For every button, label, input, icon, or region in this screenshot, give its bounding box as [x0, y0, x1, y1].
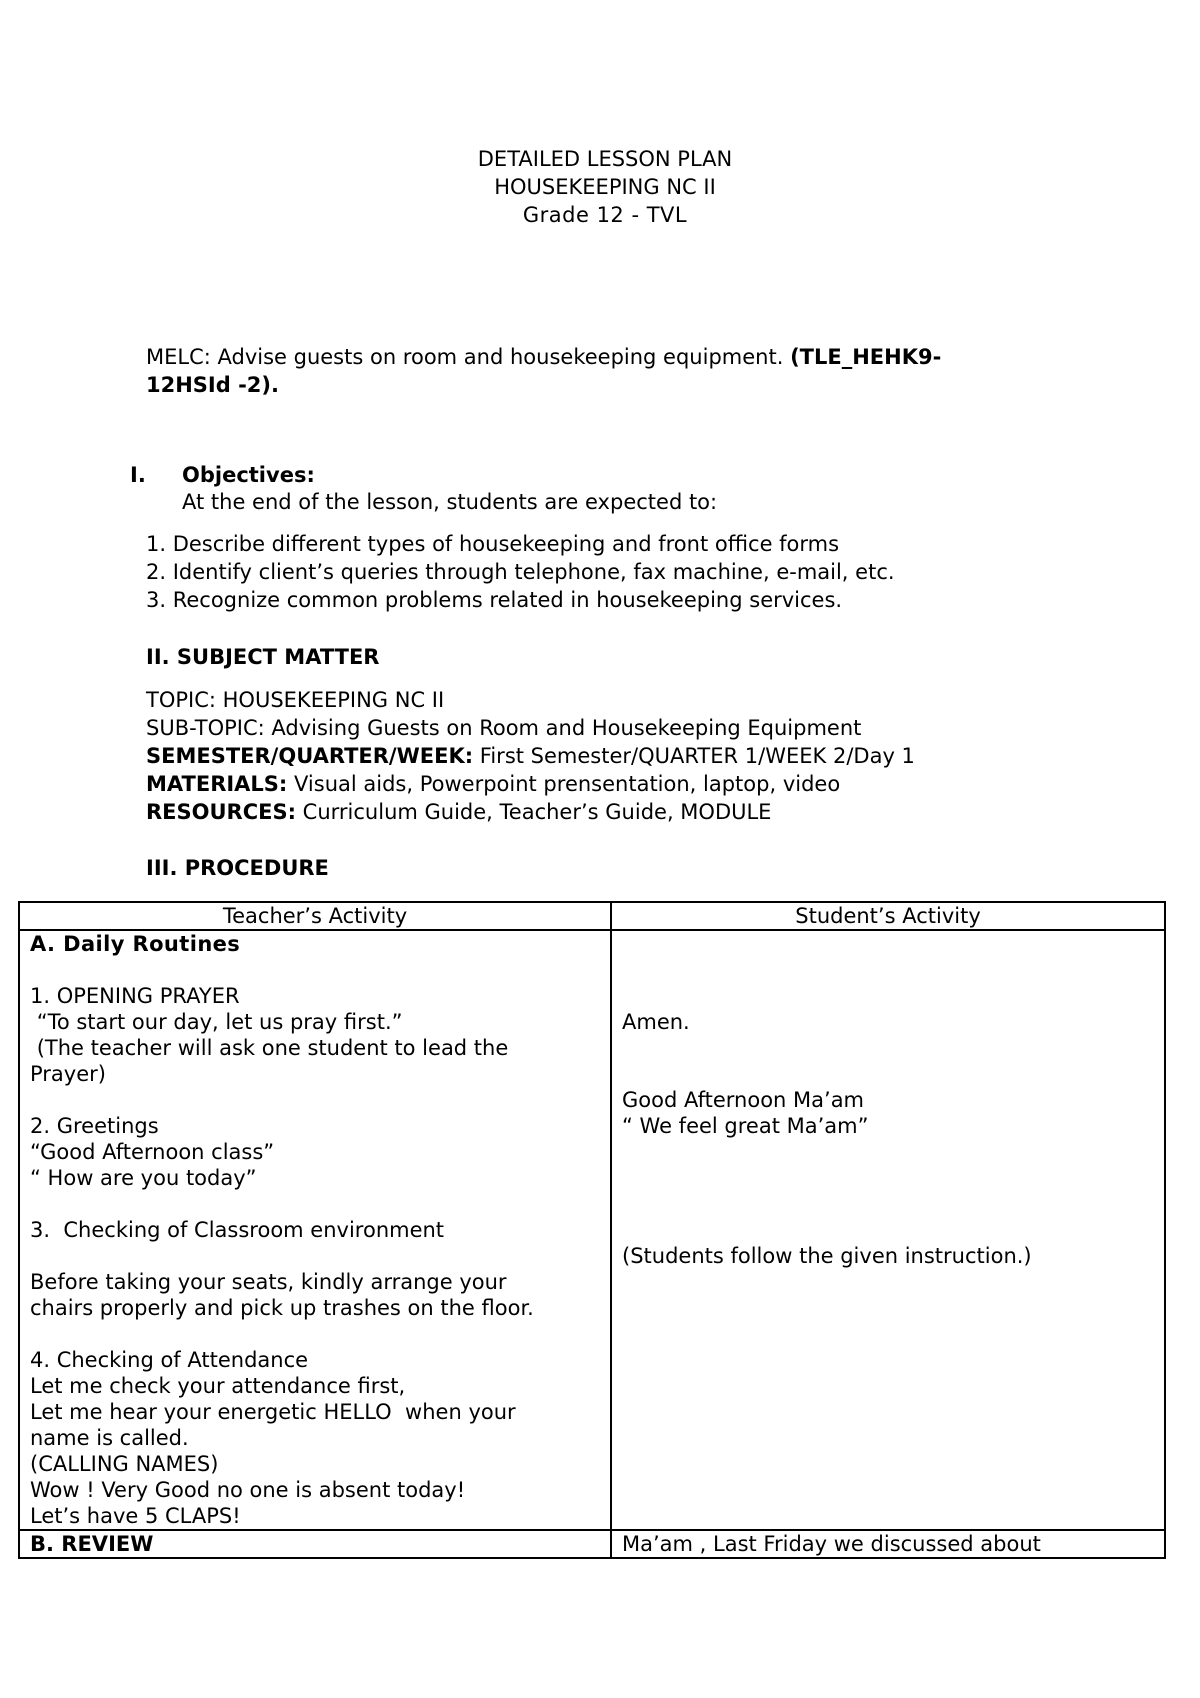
greetings-line-1: “Good Afternoon class”	[30, 1140, 275, 1164]
melc-line-1	[146, 344, 941, 370]
attendance-line-5: Wow ! Very Good no one is absent today!	[30, 1478, 466, 1502]
melc-code-1: (TLE_HEHK9-	[790, 345, 942, 369]
attendance-line-2: Let me hear your energetic HELLO when your	[30, 1400, 516, 1424]
greetings-line-2: “ How are you today”	[30, 1166, 257, 1190]
prayer-title: 1. OPENING PRAYER	[30, 984, 240, 1008]
semester-line: SEMESTER/QUARTER/WEEK: First Semester/QUARTER 1/WEEK 2/Day 1	[146, 744, 915, 768]
review-heading-cell: B. REVIEW	[19, 1530, 611, 1558]
student-greeting-1: Good Afternoon Ma’am	[622, 1088, 865, 1112]
subtopic-line: SUB-TOPIC: Advising Guests on Room and Housekeeping Equipment	[146, 716, 862, 740]
table-header-row	[19, 902, 1165, 930]
attendance-line-4: (CALLING NAMES)	[30, 1452, 219, 1476]
prayer-note-1: (The teacher will ask one student to lead the	[30, 1036, 509, 1060]
daily-routines-heading: A. Daily Routines	[30, 932, 241, 956]
col-teacher-activity: Teacher’s Activity	[19, 902, 611, 930]
student-amen: Amen.	[622, 1010, 690, 1034]
student-environment: (Students follow the given instruction.)	[622, 1244, 1032, 1268]
resources-line: RESOURCES: Curriculum Guide, Teacher’s Guide, MODULE	[146, 800, 772, 824]
document-title: DETAILED LESSON PLAN	[477, 147, 733, 171]
greetings-title: 2. Greetings	[30, 1114, 159, 1138]
review-student-cell: Ma’am , Last Friday we discussed about	[611, 1530, 1165, 1558]
melc-code-2: 12HSId -2).	[146, 373, 279, 397]
document-grade: Grade 12 - TVL	[522, 203, 688, 227]
col-student-activity: Student’s Activity	[611, 902, 1165, 930]
attendance-line-3: name is called.	[30, 1426, 189, 1450]
objective-item-1: 1. Describe different types of housekeeping and front office forms	[146, 532, 840, 556]
objectives-numeral: I.	[130, 463, 146, 487]
student-greeting-2: “ We feel great Ma’am”	[622, 1114, 869, 1138]
table-row	[19, 930, 1165, 1530]
objectives-heading: Objectives:	[182, 463, 315, 487]
topic-line: TOPIC: HOUSEKEEPING NC II	[146, 688, 445, 712]
document-subject: HOUSEKEEPING NC II	[494, 175, 716, 199]
environment-line-2: chairs properly and pick up trashes on the floor.	[30, 1296, 534, 1320]
attendance-line-1: Let me check your attendance first,	[30, 1374, 406, 1398]
student-daily-routines-cell	[611, 930, 1165, 1530]
attendance-line-6: Let’s have 5 CLAPS!	[30, 1504, 241, 1528]
melc-label: MELC	[146, 345, 204, 369]
procedure-table	[18, 901, 1166, 1559]
teacher-daily-routines-cell	[19, 930, 611, 1530]
prayer-note-2: Prayer)	[30, 1062, 106, 1086]
procedure-heading: III. PROCEDURE	[146, 856, 329, 880]
environment-title: 3. Checking of Classroom environment	[30, 1218, 445, 1242]
environment-line-1: Before taking your seats, kindly arrange your	[30, 1270, 507, 1294]
attendance-title: 4. Checking of Attendance	[30, 1348, 309, 1372]
melc-line-2	[146, 372, 279, 398]
subject-matter-heading: II. SUBJECT MATTER	[146, 645, 380, 669]
prayer-quote: “To start our day, let us pray first.”	[30, 1010, 403, 1034]
objective-item-2: 2. Identify client’s queries through telephone, fax machine, e-mail, etc.	[146, 560, 895, 584]
melc-text: : Advise guests on room and housekeeping equipment.	[203, 345, 791, 369]
table-row	[19, 1530, 1165, 1558]
materials-line: MATERIALS: Visual aids, Powerpoint prensentation, laptop, video	[146, 772, 841, 796]
objective-item-3: 3. Recognize common problems related in housekeeping services.	[146, 588, 843, 612]
objectives-intro: At the end of the lesson, students are expected to:	[182, 490, 718, 514]
